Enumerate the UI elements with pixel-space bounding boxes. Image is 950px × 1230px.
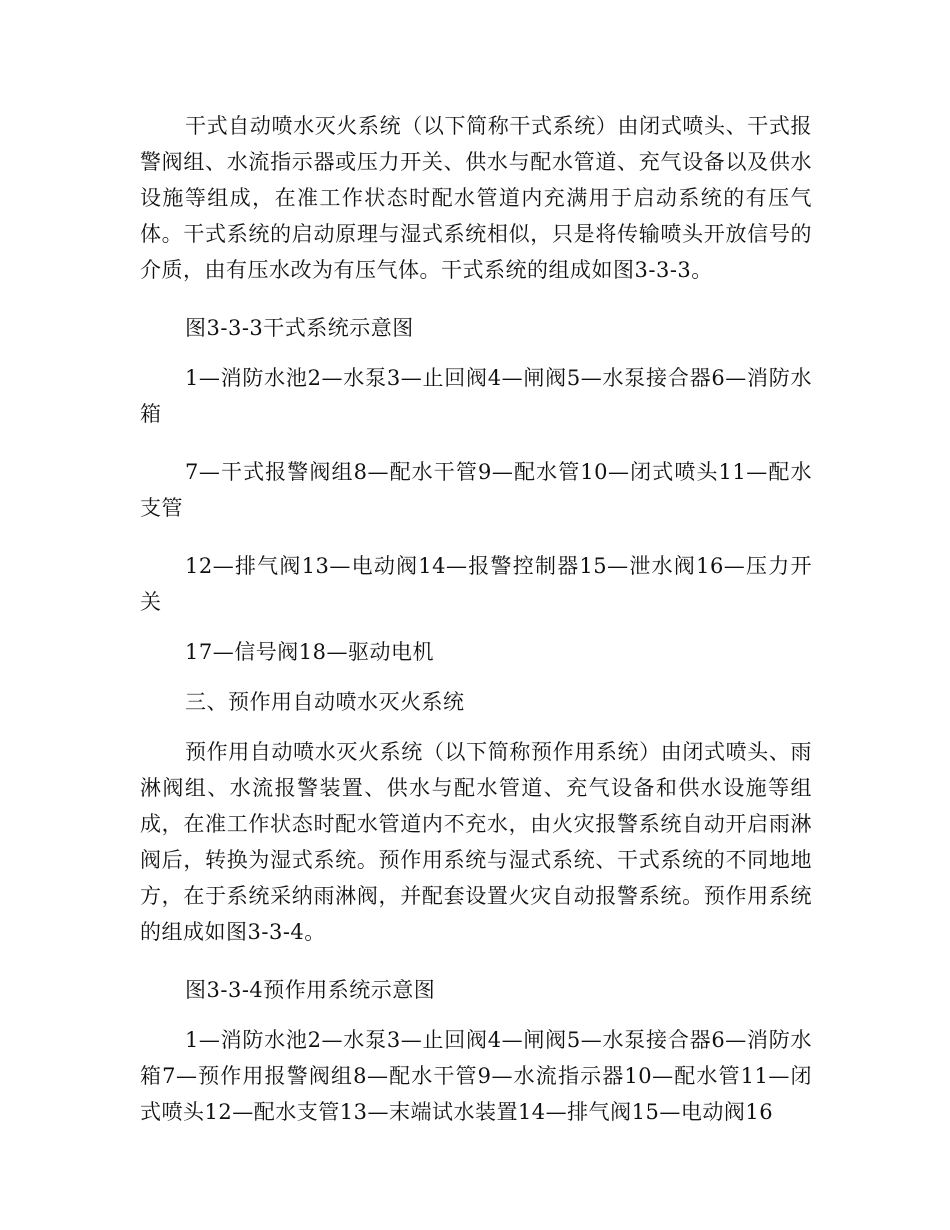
legend-line-4: 17—信号阀18—驱动电机 <box>185 640 434 664</box>
legend-preaction: 1—消防水池2—水泵3—止回阀4—闸阀5—水泵接合器6—消防水箱7—预作用报警阀组8—配水干管9—水流指示器10—配水管11—闭式喷头12—配水支管13—末端试水装置14—排气阀15—电动阀16 <box>140 1028 812 1124</box>
section-heading-preaction: 三、预作用自动喷水灭火系统 <box>185 690 465 714</box>
legend-line-2: 7—干式报警阀组8—配水干管9—配水管10—闭式喷头11—配水支管 <box>140 460 812 520</box>
paragraph-dry-system-intro: 干式自动喷水灭火系统（以下简称干式系统）由闭式喷头、干式报警阀组、水流指示器或压力开关、供水与配水管道、充气设备以及供水设施等组成，在准工作状态时配水管道内充满用于启动系统的有压气体。干式系统的启动原理与湿式系统相似，只是将传输喷头开放信号的介质，由有压水改为有压气体。干式系统的组成如图3-3-3。 <box>140 114 812 282</box>
figure-caption-3-3-4: 图3-3-4预作用系统示意图 <box>185 978 436 1002</box>
document-body <box>140 108 812 1130</box>
legend-line-3: 12—排气阀13—电动阀14—报警控制器15—泄水阀16—压力开关 <box>140 554 812 614</box>
paragraph-preaction-intro: 预作用自动喷水灭火系统（以下简称预作用系统）由闭式喷头、雨淋阀组、水流报警装置、供水与配水管道、充气设备和供水设施等组成，在准工作状态时配水管道内不充水，由火灾报警系统自动开启雨淋阀后，转换为湿式系统。预作用系统与湿式系统、干式系统的不同地地方，在于系统采纳雨淋阀，并配套设置火灾自动报警系统。预作用系统的组成如图3-3-4。 <box>140 740 812 944</box>
legend-line-1: 1—消防水池2—水泵3—止回阀4—闸阀5—水泵接合器6—消防水箱 <box>140 366 812 426</box>
figure-caption-3-3-3: 图3-3-3干式系统示意图 <box>185 316 414 340</box>
